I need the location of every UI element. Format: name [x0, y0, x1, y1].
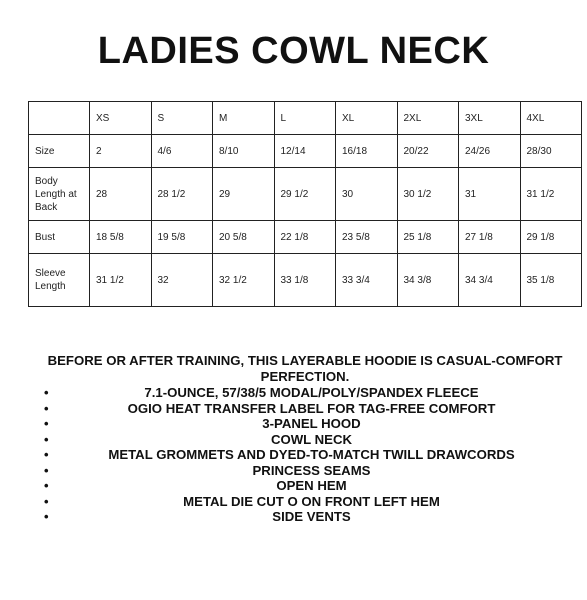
list-item [0, 416, 587, 432]
feature-text: PRINCESS SEAMS [252, 462, 371, 478]
table-cell: 8/10 [213, 135, 275, 168]
table-header-cell: XS [90, 102, 152, 135]
table-cell: 29 1/8 [520, 221, 582, 254]
table-cell: 30 [336, 168, 398, 221]
table-header-cell: L [274, 102, 336, 135]
table-cell: 20 5/8 [213, 221, 275, 254]
table-cell: 31 [459, 168, 521, 221]
feature-text: 7.1-OUNCE, 57/38/5 MODAL/POLY/SPANDEX FLEECE [144, 385, 479, 400]
feature-text: SIDE VENTS [272, 509, 351, 524]
row-label: Bust [29, 221, 90, 254]
bullet-icon: • [44, 416, 49, 431]
table-header-cell: S [151, 102, 213, 135]
table-row [29, 221, 582, 254]
table-cell: 29 [213, 168, 275, 221]
table-cell: 16/18 [336, 135, 398, 168]
table-cell: 28 [90, 168, 152, 221]
table-cell: 27 1/8 [459, 221, 521, 254]
list-item [0, 494, 587, 510]
table-header-row [29, 102, 582, 135]
table-cell: 20/22 [397, 135, 459, 168]
page-title: LADIES COWL NECK [97, 30, 490, 72]
list-item [0, 463, 587, 479]
table-cell: 4/6 [151, 135, 213, 168]
feature-text: METAL GROMMETS AND DYED-TO-MATCH TWILL DRAWCORDS [108, 447, 515, 462]
product-description [40, 353, 570, 384]
table-cell: 34 3/8 [397, 254, 459, 307]
table-cell: 12/14 [274, 135, 336, 168]
list-item [0, 401, 587, 417]
row-label: Size [29, 135, 90, 168]
table-cell: 24/26 [459, 135, 521, 168]
table-header-cell [29, 102, 90, 135]
table-header-cell: M [213, 102, 275, 135]
list-item [0, 447, 587, 463]
feature-text: 3-PANEL HOOD [262, 416, 361, 431]
list-item [0, 385, 587, 401]
table-cell: 35 1/8 [520, 254, 582, 307]
table-cell: 32 [151, 254, 213, 307]
bullet-icon: • [44, 493, 49, 509]
table-cell: 29 1/2 [274, 168, 336, 221]
size-chart-table [28, 101, 582, 307]
table-header-cell: 3XL [459, 102, 521, 135]
table-cell: 33 3/4 [336, 254, 398, 307]
table-cell: 23 5/8 [336, 221, 398, 254]
table-cell: 31 1/2 [90, 254, 152, 307]
row-label: Sleeve Length [29, 254, 90, 307]
table-row [29, 135, 582, 168]
feature-list [0, 385, 587, 525]
bullet-icon: • [44, 478, 49, 493]
table-cell: 28 1/2 [151, 168, 213, 221]
bullet-icon: • [44, 400, 49, 416]
table-cell: 32 1/2 [213, 254, 275, 307]
table-cell: 22 1/8 [274, 221, 336, 254]
bullet-icon: • [44, 462, 49, 478]
bullet-icon: • [44, 509, 49, 524]
bullet-icon: • [44, 385, 49, 400]
table-cell: 31 1/2 [520, 168, 582, 221]
feature-text: COWL NECK [270, 431, 353, 447]
table-cell: 30 1/2 [397, 168, 459, 221]
table-cell: 18 5/8 [90, 221, 152, 254]
table-header-cell: 2XL [397, 102, 459, 135]
table-cell: 28/30 [520, 135, 582, 168]
bullet-icon: • [44, 447, 49, 462]
feature-text: OGIO HEAT TRANSFER LABEL FOR TAG-FREE COMFORT [127, 400, 496, 416]
table-header-cell: 4XL [520, 102, 582, 135]
description-text: BEFORE OR AFTER TRAINING, THIS LAYERABLE HOODIE IS CASUAL-COMFORT PERFECTION. [47, 353, 563, 384]
table-row [29, 254, 582, 307]
table-cell: 19 5/8 [151, 221, 213, 254]
table-row [29, 168, 582, 221]
bullet-icon: • [44, 431, 49, 447]
table-cell: 33 1/8 [274, 254, 336, 307]
feature-text: OPEN HEM [276, 478, 347, 493]
table-cell: 25 1/8 [397, 221, 459, 254]
list-item [0, 509, 587, 525]
table-cell: 34 3/4 [459, 254, 521, 307]
table-header-cell: XL [336, 102, 398, 135]
list-item [0, 478, 587, 494]
table-cell: 2 [90, 135, 152, 168]
row-label: Body Length at Back [29, 168, 90, 221]
feature-text: METAL DIE CUT O ON FRONT LEFT HEM [183, 493, 440, 509]
list-item [0, 432, 587, 448]
